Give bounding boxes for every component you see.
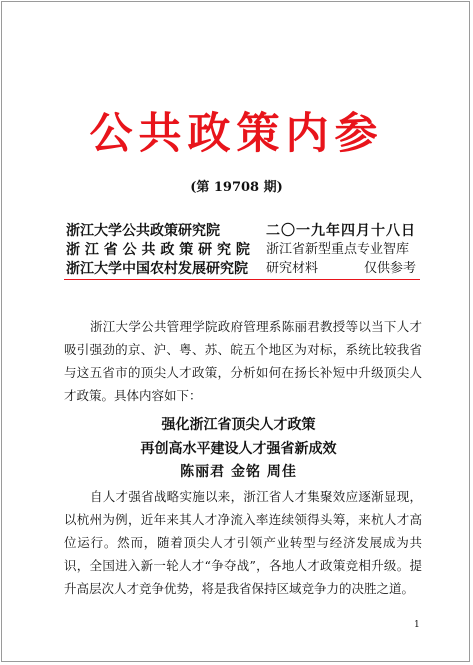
issue-number: (第 19708 期)	[190, 180, 283, 195]
institution-1: 浙江大学公共政策研究院	[66, 223, 220, 239]
article-title-line-2: 再创高水平建设人才强省新成效	[140, 441, 337, 457]
institution-2: 浙 江 省 公 共 政 策 研 究 院	[66, 242, 250, 258]
article-authors: 陈丽君 金铭 周佳	[180, 464, 297, 480]
page-number: 1	[414, 620, 420, 630]
document-page	[1, 1, 470, 662]
material-type: 研究材料	[266, 261, 319, 276]
header-divider	[64, 279, 420, 280]
think-tank-label: 浙江省新型重点专业智库	[266, 242, 410, 257]
article-title-line-1: 强化浙江省顶尖人才政策	[161, 417, 316, 433]
institution-3: 浙江大学中国农村发展研究院	[66, 261, 248, 277]
intro-paragraph: 浙江大学公共管理学院政府管理系陈丽君教授等以当下人才吸引强劲的京、沪、粤、苏、皖五个地区为对标，系统比较我省与这五省市的顶尖人才政策，分析如何在扬长补短中升级顶尖人才政策。具体内容如下：	[64, 319, 422, 403]
usage-note: 仅供参考	[364, 261, 417, 276]
issue-date: 二〇一九年四月十八日	[266, 223, 416, 239]
body-paragraph: 自人才强省战略实施以来，浙江省人才集聚效应逐渐显现，以杭州为例，近年来其人才净流入率连续领得头筹，来杭人才高位运行。然而，随着顶尖人才引领产业转型与经济发展成为共识，全国进入新一轮人才“争夺战”，各地人才政策竞相升级。提升高层次人才竞争优势，将是我省保持区域竞争力的决胜之道。	[64, 489, 422, 596]
publication-title: 公共政策内参	[89, 109, 384, 159]
